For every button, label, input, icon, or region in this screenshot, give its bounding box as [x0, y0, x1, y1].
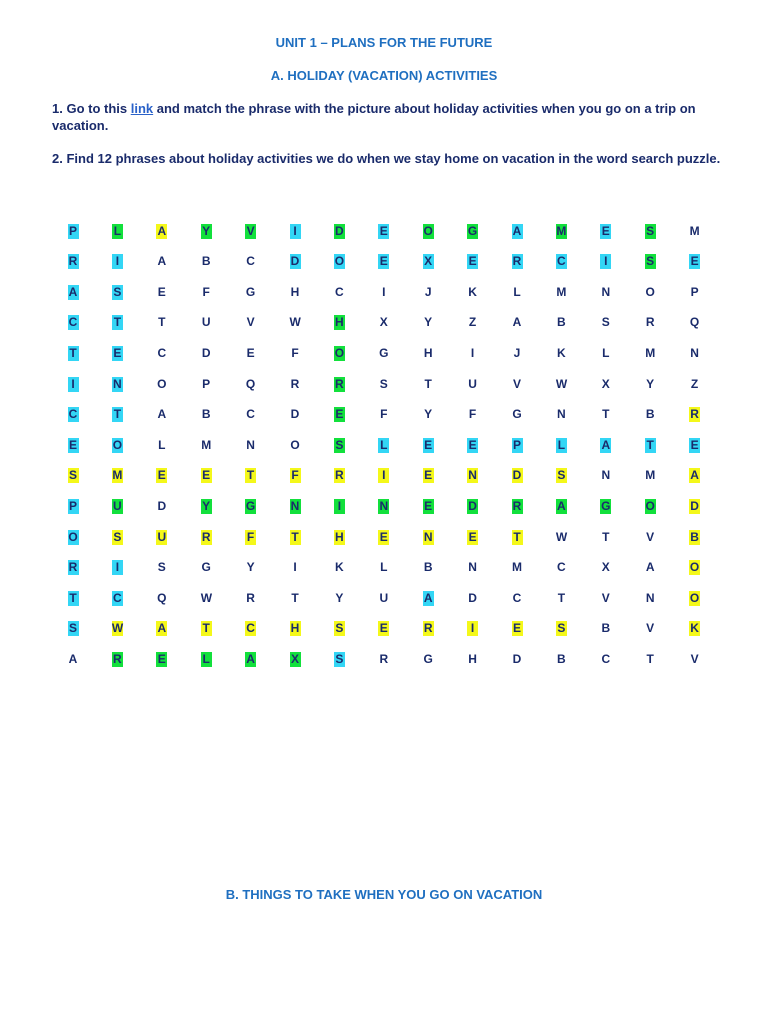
puzzle-letter: G — [601, 498, 611, 513]
puzzle-letter: A — [68, 284, 78, 299]
puzzle-letter: X — [424, 254, 433, 269]
puzzle-letter: G — [379, 345, 389, 360]
puzzle-letter: E — [379, 621, 388, 636]
puzzle-letter: V — [512, 376, 521, 391]
puzzle-letter: U — [157, 529, 167, 544]
puzzle-letter: E — [113, 345, 122, 360]
puzzle-letter: X — [379, 315, 388, 330]
puzzle-letter: I — [68, 377, 79, 392]
puzzle-letter: Y — [246, 560, 255, 575]
puzzle-letter: R — [113, 651, 122, 666]
puzzle-letter: J — [424, 284, 432, 299]
puzzle-letter: O — [645, 498, 655, 513]
puzzle-letter: T — [69, 345, 77, 360]
puzzle-letter: A — [645, 560, 655, 575]
puzzle-letter: B — [201, 254, 211, 269]
puzzle-letter: C — [557, 560, 566, 575]
puzzle-letter: O — [423, 223, 433, 238]
puzzle-letter: U — [201, 315, 211, 330]
puzzle-letter: O — [334, 254, 345, 269]
puzzle-letter: D — [690, 498, 699, 513]
puzzle-letter: I — [112, 560, 123, 575]
puzzle-letter: M — [556, 284, 567, 299]
instruction-1-suffix: and match the phrase with the picture about holiday activities when you go on a trip on vacation. — [52, 101, 696, 133]
puzzle-letter: Y — [424, 407, 433, 422]
puzzle-letter: U — [379, 590, 389, 605]
puzzle-letter: P — [68, 223, 77, 238]
puzzle-letter: E — [246, 345, 255, 360]
puzzle-letter: I — [467, 621, 478, 636]
puzzle-letter: R — [690, 407, 699, 422]
puzzle-letter: C — [246, 621, 255, 636]
puzzle-letter: B — [601, 621, 611, 636]
puzzle-letter: R — [68, 254, 78, 269]
puzzle-letter: T — [602, 529, 610, 544]
puzzle-letter: B — [201, 407, 211, 422]
puzzle-letter: N — [557, 407, 566, 422]
puzzle-letter: X — [290, 651, 299, 666]
puzzle-letter: A — [601, 437, 611, 452]
puzzle-letter: E — [379, 529, 388, 544]
puzzle-letter: O — [112, 437, 123, 452]
puzzle-letter: R — [379, 651, 389, 666]
puzzle-letter: B — [557, 651, 566, 666]
puzzle-letter: L — [380, 560, 388, 575]
puzzle-letter: T — [113, 407, 122, 422]
puzzle-letter: V — [246, 315, 255, 330]
puzzle-letter: B — [690, 529, 699, 544]
puzzle-letter: A — [157, 621, 167, 636]
puzzle-letter: T — [602, 407, 610, 422]
puzzle-letter: D — [157, 498, 167, 513]
puzzle-letter: T — [646, 651, 654, 666]
puzzle-letter: C — [157, 345, 167, 360]
puzzle-letter: I — [378, 468, 389, 483]
puzzle-letter: C — [601, 651, 611, 666]
section-a-heading: A. HOLIDAY (VACATION) ACTIVITIES — [270, 68, 498, 83]
puzzle-letter: E — [157, 468, 166, 483]
puzzle-letter: L — [158, 437, 166, 452]
puzzle-letter: A — [157, 407, 167, 422]
puzzle-letter: N — [423, 529, 433, 544]
puzzle-letter: D — [468, 590, 477, 605]
puzzle-letter: S — [335, 651, 344, 666]
puzzle-letter: Y — [335, 590, 344, 605]
puzzle-letter: R — [423, 621, 433, 636]
puzzle-letter: O — [334, 345, 345, 360]
puzzle-letter: E — [468, 437, 477, 452]
puzzle-letter: I — [334, 499, 345, 514]
puzzle-letter: S — [601, 315, 610, 330]
puzzle-letter: T — [557, 590, 566, 605]
puzzle-letter: E — [379, 254, 388, 269]
puzzle-letter: L — [380, 437, 388, 452]
puzzle-letter: G — [467, 223, 478, 238]
puzzle-letter: Q — [689, 315, 700, 330]
puzzle-letter: Y — [202, 498, 211, 513]
puzzle-letter: J — [513, 345, 521, 360]
puzzle-letter: I — [293, 560, 297, 575]
puzzle-letter: B — [557, 315, 566, 330]
puzzle-letter: N — [601, 284, 611, 299]
puzzle-letter: F — [291, 345, 299, 360]
instruction-2: 2. Find 12 phrases about holiday activities we do when we stay home on vacation in the word search puzzle. — [52, 151, 721, 166]
puzzle-letter: L — [513, 284, 521, 299]
puzzle-letter: F — [291, 468, 299, 483]
puzzle-letter: Q — [245, 376, 256, 391]
puzzle-letter: P — [202, 376, 211, 391]
puzzle-letter: H — [423, 345, 433, 360]
puzzle-letter: B — [423, 560, 433, 575]
puzzle-letter: M — [645, 468, 656, 483]
puzzle-letter: G — [245, 498, 256, 513]
puzzle-letter: N — [601, 468, 611, 483]
puzzle-letter: E — [379, 223, 388, 238]
puzzle-letter: M — [201, 437, 212, 452]
puzzle-letter: W — [200, 590, 213, 605]
puzzle-letter: F — [246, 529, 255, 544]
puzzle-letter: E — [468, 529, 477, 544]
puzzle-letter: Z — [690, 376, 699, 391]
puzzle-letter: V — [601, 590, 610, 605]
puzzle-letter: S — [68, 621, 77, 636]
puzzle-letter: Q — [157, 590, 167, 605]
puzzle-letter: R — [512, 254, 522, 269]
puzzle-letter: O — [68, 529, 78, 544]
puzzle-letter: R — [246, 590, 255, 605]
puzzle-letter: W — [555, 376, 568, 391]
puzzle-letter: A — [157, 254, 167, 269]
puzzle-letter: K — [557, 345, 566, 360]
puzzle-letter: T — [246, 468, 255, 483]
puzzle-letter: V — [690, 651, 699, 666]
puzzle-letter: I — [600, 254, 611, 269]
puzzle-letter: N — [379, 498, 389, 513]
puzzle-letter: R — [645, 315, 655, 330]
activities-link[interactable]: link — [130, 101, 154, 116]
puzzle-letter: K — [690, 621, 699, 636]
puzzle-letter: S — [157, 560, 166, 575]
puzzle-letter: S — [646, 254, 655, 269]
puzzle-letter: A — [157, 223, 167, 238]
puzzle-letter: S — [379, 376, 388, 391]
puzzle-letter: A — [512, 223, 522, 238]
puzzle-letter: N — [645, 590, 655, 605]
puzzle-letter: I — [470, 345, 475, 360]
puzzle-letter: U — [113, 498, 122, 513]
puzzle-letter: A — [246, 651, 255, 666]
puzzle-letter: C — [246, 407, 255, 422]
puzzle-letter: I — [382, 284, 386, 299]
puzzle-letter: F — [468, 407, 477, 422]
puzzle-letter: D — [335, 223, 344, 238]
puzzle-letter: R — [335, 468, 344, 483]
puzzle-letter: M — [556, 223, 567, 238]
puzzle-letter: T — [69, 590, 77, 605]
puzzle-letter: C — [68, 407, 78, 422]
puzzle-letter: S — [68, 468, 77, 483]
puzzle-letter: L — [202, 651, 210, 666]
puzzle-letter: G — [512, 407, 522, 422]
puzzle-letter: A — [68, 651, 78, 666]
puzzle-letter: E — [335, 407, 344, 422]
puzzle-letter: E — [68, 437, 77, 452]
puzzle-letter: S — [557, 468, 566, 483]
puzzle-letter: K — [468, 284, 477, 299]
puzzle-letter: E — [690, 437, 699, 452]
puzzle-letter: T — [113, 315, 122, 330]
puzzle-letter: S — [557, 621, 566, 636]
puzzle-letter: Y — [424, 315, 433, 330]
puzzle-letter: V — [246, 223, 255, 238]
puzzle-letter: R — [68, 560, 78, 575]
puzzle-letter: N — [290, 498, 300, 513]
puzzle-letter: E — [601, 223, 610, 238]
puzzle-letter: E — [512, 621, 521, 636]
puzzle-letter: S — [113, 284, 122, 299]
puzzle-letter: F — [202, 284, 210, 299]
puzzle-letter: N — [468, 468, 477, 483]
puzzle-letter: E — [424, 437, 433, 452]
puzzle-letter: A — [690, 468, 699, 483]
puzzle-letter: O — [689, 560, 700, 575]
puzzle-letter: Z — [468, 315, 477, 330]
puzzle-letter: E — [468, 254, 477, 269]
puzzle-letter: N — [690, 345, 699, 360]
puzzle-letter: C — [68, 315, 78, 330]
puzzle-letter: I — [112, 254, 123, 269]
puzzle-letter: T — [513, 529, 521, 544]
puzzle-letter: F — [380, 407, 388, 422]
puzzle-letter: T — [158, 315, 166, 330]
puzzle-letter: G — [245, 284, 256, 299]
puzzle-letter: W — [555, 529, 568, 544]
puzzle-letter: D — [201, 345, 211, 360]
puzzle-letter: D — [290, 254, 300, 269]
puzzle-letter: E — [157, 651, 166, 666]
puzzle-letter: N — [113, 376, 122, 391]
unit-title: UNIT 1 – PLANS FOR THE FUTURE — [275, 35, 493, 50]
puzzle-letter: D — [512, 468, 522, 483]
puzzle-letter: M — [645, 345, 656, 360]
puzzle-letter: H — [290, 621, 300, 636]
puzzle-letter: N — [468, 560, 477, 575]
puzzle-letter: W — [111, 621, 124, 636]
puzzle-letter: O — [157, 376, 167, 391]
puzzle-letter: R — [290, 376, 300, 391]
puzzle-letter: E — [424, 468, 433, 483]
puzzle-letter: H — [335, 529, 344, 544]
puzzle-letter: C — [246, 254, 255, 269]
puzzle-letter: C — [113, 590, 122, 605]
puzzle-letter: C — [557, 254, 566, 269]
puzzle-letter: M — [112, 468, 123, 483]
puzzle-letter: G — [423, 651, 433, 666]
puzzle-letter: P — [68, 498, 77, 513]
puzzle-letter: S — [113, 529, 122, 544]
puzzle-letter: Y — [202, 223, 211, 238]
puzzle-letter: I — [290, 224, 301, 239]
puzzle-letter: A — [512, 315, 522, 330]
puzzle-letter: W — [289, 315, 301, 330]
puzzle-letter: E — [157, 284, 166, 299]
puzzle-letter: N — [246, 437, 255, 452]
puzzle-letter: R — [335, 376, 344, 391]
puzzle-letter: E — [690, 254, 699, 269]
puzzle-letter: U — [468, 376, 477, 391]
puzzle-letter: D — [290, 407, 300, 422]
puzzle-letter: D — [468, 498, 477, 513]
puzzle-letter: E — [424, 498, 433, 513]
puzzle-letter: O — [689, 590, 700, 605]
puzzle-letter: L — [557, 437, 566, 452]
puzzle-letter: M — [512, 560, 522, 575]
puzzle-letter: A — [557, 498, 566, 513]
puzzle-letter: C — [512, 590, 522, 605]
puzzle-letter: R — [201, 529, 211, 544]
instruction-1-prefix: 1. Go to this — [52, 101, 131, 116]
puzzle-letter: H — [290, 284, 300, 299]
puzzle-letter: Y — [646, 376, 655, 391]
puzzle-letter: S — [335, 621, 344, 636]
section-b-heading: B. THINGS TO TAKE WHEN YOU GO ON VACATION — [225, 887, 543, 902]
puzzle-letter: O — [645, 284, 655, 299]
puzzle-letter: H — [335, 315, 344, 330]
puzzle-letter: A — [423, 590, 433, 605]
puzzle-letter: G — [201, 560, 211, 575]
puzzle-letter: S — [646, 223, 655, 238]
puzzle-letter: E — [202, 468, 211, 483]
puzzle-letter: T — [424, 376, 432, 391]
puzzle-letter: X — [601, 560, 610, 575]
puzzle-letter: L — [602, 345, 610, 360]
puzzle-letter: S — [335, 437, 344, 452]
puzzle-letter: P — [512, 437, 521, 452]
puzzle-letter: T — [291, 590, 299, 605]
puzzle-letter: T — [202, 621, 210, 636]
puzzle-letter: V — [646, 621, 655, 636]
puzzle-letter: X — [601, 376, 610, 391]
puzzle-letter: V — [646, 529, 655, 544]
puzzle-letter: O — [290, 437, 300, 452]
puzzle-letter: R — [512, 498, 522, 513]
puzzle-letter: T — [646, 437, 654, 452]
puzzle-letter: B — [645, 407, 655, 422]
puzzle-letter: L — [113, 223, 122, 238]
puzzle-letter: T — [291, 529, 299, 544]
puzzle-letter: M — [689, 223, 700, 238]
puzzle-letter: K — [335, 560, 344, 575]
puzzle-letter: D — [512, 651, 522, 666]
puzzle-letter: C — [335, 284, 344, 299]
puzzle-letter: P — [690, 284, 699, 299]
puzzle-letter: H — [468, 651, 477, 666]
